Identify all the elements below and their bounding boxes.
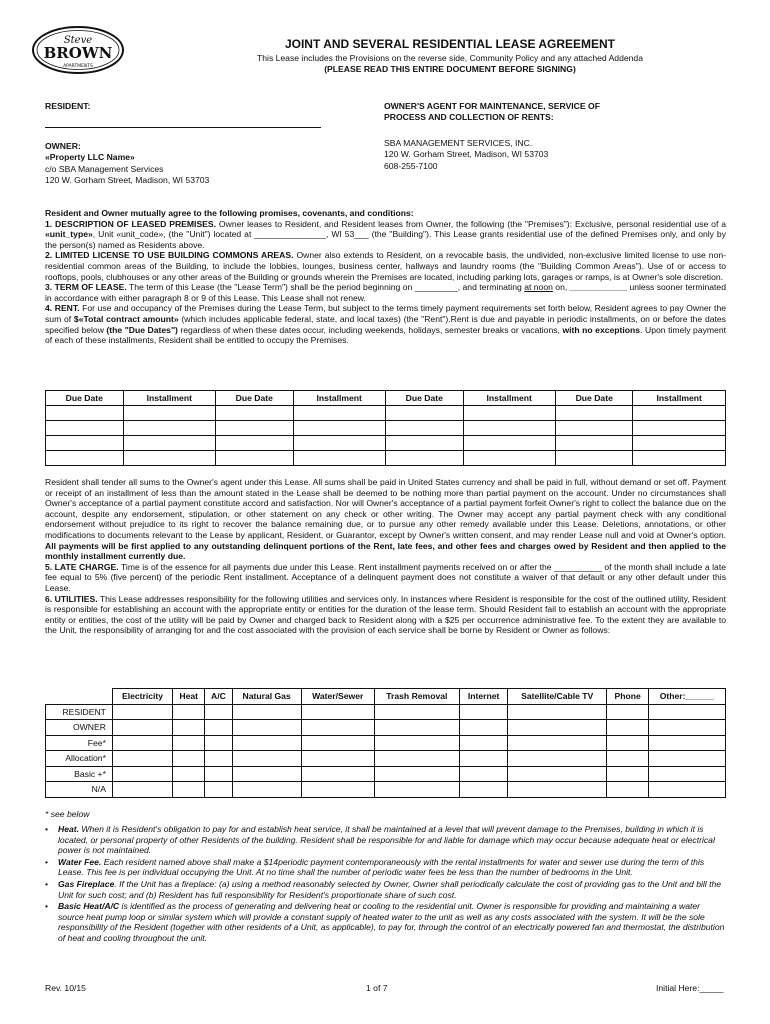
util-footnote: * see below <box>45 809 90 819</box>
util-header: Phone <box>607 689 649 705</box>
util-checkbox-cell[interactable] <box>374 704 459 720</box>
section-5-text: Time is of the essence for all payments due under this Lease. Rent installment payments received on or after the __________ of the month shall include a late fee equal to 5% (five percent) of the periodic Rent installment. Acceptance of a delinquent payment does not constitute a waiver of that default or any other default under this Lease. <box>45 561 726 593</box>
util-checkbox-cell[interactable] <box>205 782 232 798</box>
section-6-text: This Lease addresses responsibility for the following utilities and services only. In instances where Resident is responsible for the cost of the outlined utility, Resident is responsible for establishing an account with the appropriate entity or entities for the duration of the lease term. Should Resident fail to establish an account with the appropriate entity or entities, the cost of the utility will be paid by Owner and charged back to Resident along with a $25 per occurrence administrative fee. To the extent they are available to the Unit, the responsibility of arranging for and the cost associated with the provision of each service shall be borne by Resident or Owner as follows: <box>45 593 726 636</box>
company-logo <box>32 26 124 74</box>
due-date-cell[interactable] <box>46 406 124 421</box>
owner-address: 120 W. Gorham Street, Madison, WI 53703 <box>45 175 210 186</box>
section-2-text: Owner also extends to Resident, on a revocable basis, the undivided, non-exclusive limited license to use non-residential common areas of the Building, to include the lobbies, lounges, business center, hallways and laundry rooms (the "Building Common Areas"). Use of or access to rooftops, pools, clubhouses or any other areas of the Building or grounds wherein the Premises are located, including parking lots, garages or ramps, is at Owner's sole discretion. <box>45 250 726 282</box>
util-checkbox-cell[interactable] <box>508 704 607 720</box>
util-checkbox-cell[interactable] <box>374 720 459 736</box>
util-header: Natural Gas <box>232 689 301 705</box>
due-table-header-row <box>46 391 726 406</box>
due-date-cell[interactable] <box>385 451 463 466</box>
installment-cell[interactable] <box>293 451 385 466</box>
page-number: 1 of 7 <box>366 983 388 993</box>
util-checkbox-cell[interactable] <box>607 751 649 767</box>
util-checkbox-cell[interactable] <box>232 751 301 767</box>
due-table-header: Installment <box>123 391 215 406</box>
util-table-row <box>46 766 726 782</box>
util-checkbox-cell[interactable] <box>301 766 374 782</box>
lease-end-blank[interactable]: ____________ <box>569 282 628 293</box>
util-checkbox-cell[interactable] <box>374 782 459 798</box>
due-date-cell[interactable] <box>385 406 463 421</box>
initial-here-field[interactable]: Initial Here:_____ <box>656 983 724 993</box>
util-checkbox-cell[interactable] <box>112 766 172 782</box>
util-header: Internet <box>459 689 507 705</box>
due-date-cell[interactable] <box>555 451 633 466</box>
util-checkbox-cell[interactable] <box>648 766 725 782</box>
due-dates-term: (the "Due Dates") <box>106 324 178 335</box>
section-6 <box>45 594 726 636</box>
util-table-row <box>46 704 726 720</box>
installment-cell[interactable] <box>633 406 726 421</box>
note-lead: Basic Heat/A/C <box>58 901 120 912</box>
util-table-row <box>46 782 726 798</box>
installment-cell[interactable] <box>463 421 555 436</box>
resident-signature-line[interactable] <box>45 127 321 128</box>
util-header: A/C <box>205 689 232 705</box>
lease-sections-tender-5-6 <box>45 477 726 636</box>
bullet-icon: • <box>45 856 49 867</box>
util-checkbox-cell[interactable] <box>508 766 607 782</box>
due-date-table <box>45 390 726 466</box>
lease-start-blank[interactable]: _________ <box>414 282 458 293</box>
util-checkbox-cell[interactable] <box>205 766 232 782</box>
util-checkbox-cell[interactable] <box>607 735 649 751</box>
agent-label <box>384 101 714 124</box>
util-table-corner <box>46 689 113 705</box>
util-header: Other:______ <box>648 689 725 705</box>
note-lead: Gas Fireplace <box>58 878 115 889</box>
note-gas-fireplace <box>45 879 726 900</box>
util-table-row <box>46 751 726 767</box>
document-instruction: (PLEASE READ THIS ENTIRE DOCUMENT BEFORE SIGNING) <box>324 64 576 74</box>
due-table-row <box>46 421 726 436</box>
section-5-heading: 5. LATE CHARGE. <box>45 561 119 572</box>
util-checkbox-cell[interactable] <box>459 782 507 798</box>
due-table-row <box>46 436 726 451</box>
tender-paragraph <box>45 477 726 562</box>
util-checkbox-cell[interactable] <box>173 720 205 736</box>
section-1 <box>45 219 726 251</box>
util-checkbox-cell[interactable] <box>173 751 205 767</box>
util-checkbox-cell[interactable] <box>648 751 725 767</box>
util-checkbox-cell[interactable] <box>648 782 725 798</box>
installment-cell[interactable] <box>123 406 215 421</box>
installment-cell[interactable] <box>123 436 215 451</box>
owner-label: OWNER: <box>45 141 81 151</box>
note-lead: Water Fee. <box>58 856 102 867</box>
util-header: Electricity <box>112 689 172 705</box>
logo-brand: BROWN <box>43 44 113 62</box>
util-checkbox-cell[interactable] <box>459 704 507 720</box>
due-table-header: Installment <box>633 391 726 406</box>
util-checkbox-cell[interactable] <box>301 751 374 767</box>
revision-label: Rev. 10/15 <box>45 983 86 993</box>
agent-label-line1: OWNER'S AGENT FOR MAINTENANCE, SERVICE OF <box>384 101 600 111</box>
section-4-text-d: . Upon timely payment of each of these installments, Resident shall be entitled to occupy the Premises. <box>45 324 727 346</box>
total-amount-field: $«Total contract amount» <box>73 313 179 324</box>
installment-cell[interactable] <box>293 421 385 436</box>
due-date-cell[interactable] <box>385 421 463 436</box>
due-date-cell[interactable] <box>555 436 633 451</box>
util-checkbox-cell[interactable] <box>607 782 649 798</box>
util-checkbox-cell[interactable] <box>301 782 374 798</box>
document-title: JOINT AND SEVERAL RESIDENTIAL LEASE AGREEMENT <box>284 37 616 51</box>
section-2 <box>45 250 726 282</box>
due-date-cell[interactable] <box>215 421 293 436</box>
note-lead: Heat. <box>58 824 80 834</box>
installment-cell[interactable] <box>463 451 555 466</box>
due-date-cell[interactable] <box>46 451 124 466</box>
section-3-heading: 3. TERM OF LEASE. <box>45 282 127 293</box>
note-text: When it is Resident's obligation to pay for and establish heat service, it shall be maintained at a level that will prevent damage to the Premises, building in which it is located, or personal property of other Residents of the building. Resident shall be responsible for and liable for damage which may occur because adequate heat or electrical power is not maintained. <box>58 824 715 856</box>
util-checkbox-cell[interactable] <box>232 720 301 736</box>
util-checkbox-cell[interactable] <box>607 766 649 782</box>
util-checkbox-cell[interactable] <box>301 735 374 751</box>
due-date-cell[interactable] <box>215 436 293 451</box>
util-checkbox-cell[interactable] <box>508 720 607 736</box>
util-row-label: Basic +* <box>46 766 113 782</box>
at-noon-text: at noon <box>524 282 553 293</box>
util-table-row <box>46 720 726 736</box>
util-checkbox-cell[interactable] <box>205 720 232 736</box>
resident-label: RESIDENT: <box>45 101 91 111</box>
unit-type-field: «unit_type» <box>45 229 93 240</box>
due-date-cell[interactable] <box>215 451 293 466</box>
due-date-cell[interactable] <box>555 421 633 436</box>
agent-info <box>384 138 714 172</box>
util-checkbox-cell[interactable] <box>459 766 507 782</box>
util-checkbox-cell[interactable] <box>459 751 507 767</box>
util-row-label: Fee* <box>46 735 113 751</box>
note-basic-heat-ac <box>45 901 726 943</box>
util-checkbox-cell[interactable] <box>112 751 172 767</box>
due-date-cell[interactable] <box>555 406 633 421</box>
installment-cell[interactable] <box>123 451 215 466</box>
no-exceptions-term: with no exceptions <box>562 324 641 335</box>
util-checkbox-cell[interactable] <box>205 735 232 751</box>
util-checkbox-cell[interactable] <box>301 704 374 720</box>
util-checkbox-cell[interactable] <box>301 720 374 736</box>
util-row-label: Allocation* <box>46 751 113 767</box>
util-checkbox-cell[interactable] <box>173 704 205 720</box>
util-table-row <box>46 735 726 751</box>
section-1-text-b: , Unit «unit_code», (the "Unit") located at _______________, WI 53___ (the "Building"). This Lease grants residential use of the defined Premises only, and only by the person(s) named as Residents above. <box>45 229 726 250</box>
section-3 <box>45 282 726 303</box>
section-3-text-d: unless sooner terminated in accordance with either paragraph 8 or 9 of this Lease. This Lease shall not renew. <box>45 282 726 303</box>
owner-block <box>45 141 345 187</box>
util-checkbox-cell[interactable] <box>648 704 725 720</box>
section-3-text-a: The term of this Lease (the "Lease Term") shall be the period beginning on <box>126 282 415 293</box>
section-4-text-c: regardless of when these dates occur, including weekends, holidays, semester breaks or vacations, <box>177 324 563 335</box>
agent-phone: 608-255-7100 <box>384 160 438 171</box>
util-checkbox-cell[interactable] <box>607 704 649 720</box>
util-header: Trash Removal <box>374 689 459 705</box>
section-1-text-a: Owner leases to Resident, and Resident leases from Owner, the following (the "Premises"): Exclusive, personal residential use of a <box>216 218 727 229</box>
installment-cell[interactable] <box>463 436 555 451</box>
util-checkbox-cell[interactable] <box>232 782 301 798</box>
installment-cell[interactable] <box>633 421 726 436</box>
due-table-row <box>46 451 726 466</box>
installment-cell[interactable] <box>293 406 385 421</box>
note-heat <box>45 824 726 856</box>
util-checkbox-cell[interactable] <box>205 751 232 767</box>
due-table-row <box>46 406 726 421</box>
note-water-fee <box>45 857 726 878</box>
util-checkbox-cell[interactable] <box>374 735 459 751</box>
util-checkbox-cell[interactable] <box>508 782 607 798</box>
util-checkbox-cell[interactable] <box>112 735 172 751</box>
section-4-text-b: (which includes applicable federal, state, and local taxes) (the "Rent").Rent is due and payable in periodic installments, on or before the dates specified below <box>45 313 726 335</box>
util-checkbox-cell[interactable] <box>173 766 205 782</box>
util-checkbox-cell[interactable] <box>205 704 232 720</box>
util-checkbox-cell[interactable] <box>112 704 172 720</box>
util-checkbox-cell[interactable] <box>374 751 459 767</box>
util-checkbox-cell[interactable] <box>648 720 725 736</box>
due-table-header: Due Date <box>46 391 124 406</box>
bullet-icon: • <box>45 824 49 834</box>
section-4-heading: 4. RENT. <box>45 303 80 314</box>
util-row-label: RESIDENT <box>46 704 113 720</box>
section-3-text-b: , and terminating <box>457 282 525 293</box>
logo-script: Steve <box>63 35 93 46</box>
util-checkbox-cell[interactable] <box>607 720 649 736</box>
util-row-label: OWNER <box>46 720 113 736</box>
section-1-heading: 1. DESCRIPTION OF LEASED PREMISES. <box>45 218 217 229</box>
util-header: Satellite/Cable TV <box>508 689 607 705</box>
util-row-label: N/A <box>46 782 113 798</box>
util-checkbox-cell[interactable] <box>173 782 205 798</box>
util-checkbox-cell[interactable] <box>374 766 459 782</box>
util-checkbox-cell[interactable] <box>232 735 301 751</box>
section-5 <box>45 562 726 594</box>
installment-cell[interactable] <box>633 451 726 466</box>
intro-text: Resident and Owner mutually agree to the following promises, covenants, and conditions: <box>45 208 414 218</box>
due-date-cell[interactable] <box>46 421 124 436</box>
util-checkbox-cell[interactable] <box>112 782 172 798</box>
util-table-header-row <box>46 689 726 705</box>
due-date-cell[interactable] <box>385 436 463 451</box>
section-6-heading: 6. UTILITIES. <box>45 593 98 604</box>
note-text: Each resident named above shall make a $14periodic payment contemporaneously with the rental installments for water and sewer use during the term of this Lease. This fee is per individual occupying the Unit. At no time shall the number of periodic water fees be less than the number of bedrooms in the Unit. <box>58 856 705 878</box>
section-4 <box>45 303 726 345</box>
document-subtitle: This Lease includes the Provisions on the reverse side, Community Policy and any attached Addenda <box>257 53 643 63</box>
util-checkbox-cell[interactable] <box>112 720 172 736</box>
util-checkbox-cell[interactable] <box>508 751 607 767</box>
bullet-icon: • <box>45 878 49 889</box>
agent-address: 120 W. Gorham Street, Madison, WI 53703 <box>384 149 549 160</box>
util-checkbox-cell[interactable] <box>459 720 507 736</box>
agent-name: SBA MANAGEMENT SERVICES, INC. <box>384 138 533 148</box>
owner-co: c/o SBA Management Services <box>45 163 164 174</box>
section-4-text-a: For use and occupancy of the Premises during the Lease Term, but subject to the terms timely payment requirements set forth below, Resident agrees to pay Owner the sum of <box>45 303 727 324</box>
tender-bold-text: All payments will be first applied to any outstanding delinquent portions of the Rent, late fees, and other fees and charges owed by Resident and then applied to the monthly installment currently due. <box>45 540 726 562</box>
bullet-icon: • <box>45 901 49 912</box>
due-date-cell[interactable] <box>215 406 293 421</box>
section-2-heading: 2. LIMITED LICENSE TO USE BUILDING COMMONS AREAS. <box>45 250 294 261</box>
installment-cell[interactable] <box>293 436 385 451</box>
note-text: is identified as the process of generating and delivering heat or cooling to the residential unit. Owner is responsible for providing and maintaining a water source heat pump loop or similar system which will provide a constant supply of heated water to the unit as well as any costs associated with the system. It will be the sole responsibility of the Resident (together with other residents of a Unit, as applicable), to pay for, through the control of an electrically powered fan and thermostat, the distribution of heat and cooling throughout the unit. <box>58 901 725 943</box>
util-checkbox-cell[interactable] <box>508 735 607 751</box>
utilities-table <box>45 688 726 798</box>
util-header: Water/Sewer <box>301 689 374 705</box>
utility-notes <box>45 824 726 945</box>
logo-tagline: APARTMENTS <box>63 64 93 69</box>
agent-label-line2: PROCESS AND COLLECTION OF RENTS: <box>384 112 554 123</box>
util-checkbox-cell[interactable] <box>459 735 507 751</box>
installment-cell[interactable] <box>463 406 555 421</box>
due-table-header: Due Date <box>555 391 633 406</box>
util-checkbox-cell[interactable] <box>648 735 725 751</box>
due-table-header: Installment <box>293 391 385 406</box>
lease-sections-1-4 <box>45 208 726 346</box>
section-3-text-c: on, <box>552 282 570 293</box>
tender-text: Resident shall tender all sums to the Owner's agent under this Lease. All sums shall be paid in United States currency and shall be paid in full, without demand or set off. Payment or receipt of an installment of less than the amount stated in the Lease shall be deemed to be nothing more than partial payment on the account. Under no circumstances shall Owner's acceptance of a partial payment constitute accord and satisfaction. Nor will Owner's acceptance of a partial payment forfeit Owner's right to collect the balance due on the account, despite any endorsement, stipulation, or other statement on any check or other writing. The Owner may accept any partial payment check with any conditional endorsement without prejudice to its right to recover the balance remaining due, or to pursue any other remedy available under this Lease. Deletions, annotations, or other modifications to documents relevant to the Lease by applicant, Resident, or Guarantor, except by Owner's written consent, and may render Lease null and void at Owner's option. <box>45 477 726 540</box>
util-checkbox-cell[interactable] <box>173 735 205 751</box>
due-table-header: Due Date <box>385 391 463 406</box>
due-table-header: Installment <box>463 391 555 406</box>
due-table-header: Due Date <box>215 391 293 406</box>
util-header: Heat <box>173 689 205 705</box>
note-text: . If the Unit has a fireplace: (a) using a method reasonably selected by Owner, Owner shall periodically calculate the cost of providing gas to the Unit and bill the Unit for such cost; and (b) Resident has full responsibility for Resident's proportionate share of such cost. <box>58 878 722 900</box>
installment-cell[interactable] <box>633 436 726 451</box>
due-date-cell[interactable] <box>46 436 124 451</box>
util-checkbox-cell[interactable] <box>232 704 301 720</box>
util-checkbox-cell[interactable] <box>232 766 301 782</box>
installment-cell[interactable] <box>123 421 215 436</box>
owner-name: «Property LLC Name» <box>45 152 135 163</box>
